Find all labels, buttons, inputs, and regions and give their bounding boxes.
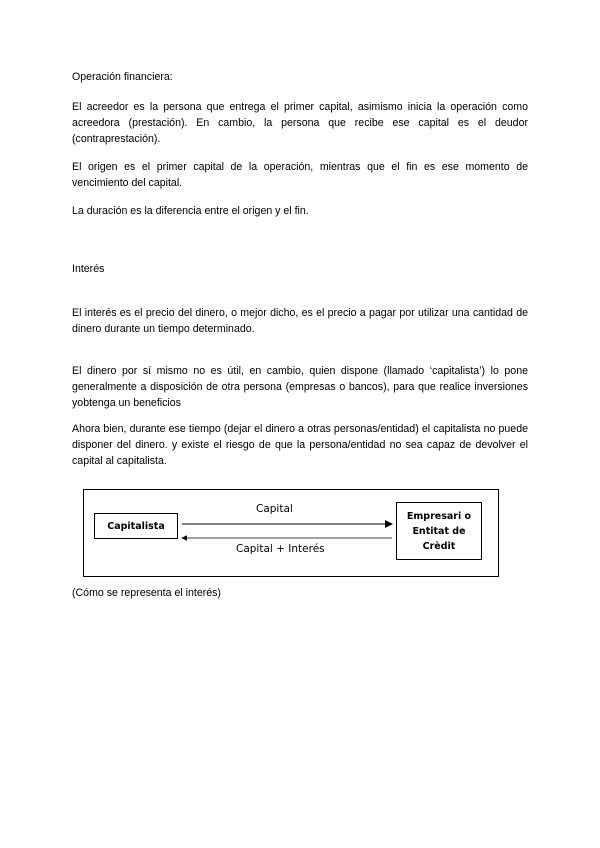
paragraph-interes-definicion: El interés es el precio del dinero, o mejor dicho, es el precio a pagar por utilizar una cantidad de dinero durante un tiempo determinado. [72,307,528,335]
diagram-caption: (Cómo se representa el interés) [72,587,221,599]
label-capital: Capital [256,503,293,515]
paragraph-duracion: La duración es la diferencia entre el origen y el fin. [72,205,309,217]
paragraph-riesgo: Ahora bien, durante ese tiempo (dejar el dinero a otras personas/entidad) el capitalista no puede disponer del dinero. y existe el riesgo de que la persona/entidad no sea capaz de devolver el capital al capitalista. [72,423,528,467]
interest-diagram [83,489,499,577]
capitalista-box: Capitalista [94,513,178,539]
paragraph-acreedor: El acreedor es la persona que entrega el primer capital, asimismo inicia la operación como acreedora (prestación). En cambio, la persona que recibe ese capital es el deudor (contraprestación). [72,101,528,145]
heading-operacion-financiera: Operación financiera: [72,71,173,83]
label-capital-interes: Capital + Interés [236,543,325,555]
heading-interes: Interés [72,263,105,275]
paragraph-origen: El origen es el primer capital de la operación, mientras que el fin es ese momento de vencimiento del capital. [72,161,528,189]
paragraph-dinero: El dinero por sí mismo no es útil, en cambio, quien dispone (llamado ‘capitalista’) lo pone generalmente a disposición de otra persona (empresas o bancos), para que realice inversiones yobtenga un beneficios [72,365,528,409]
empresa-entidad-box: Empresari o Entitat de Crèdit [396,502,482,560]
